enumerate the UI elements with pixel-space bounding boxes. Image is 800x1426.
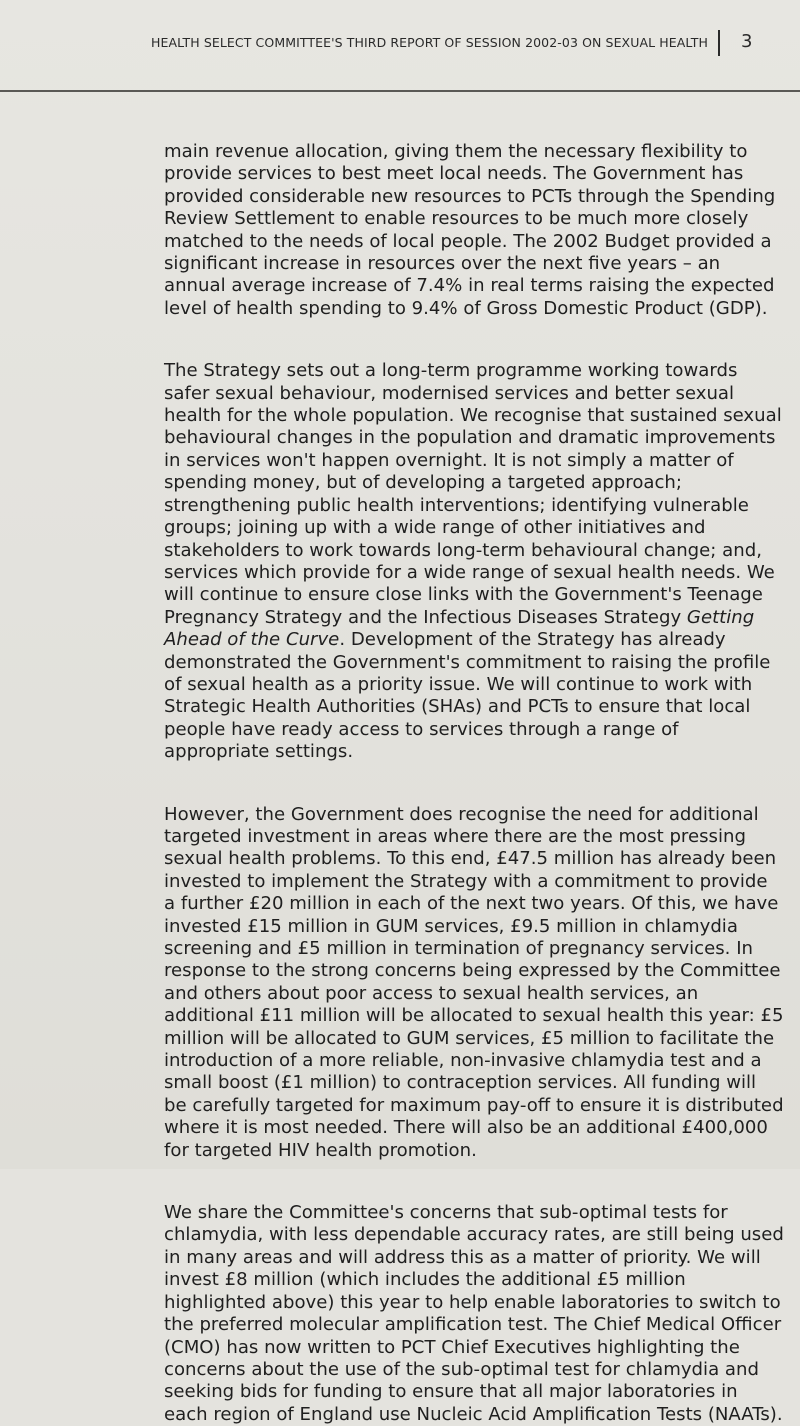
- body-text: [164, 141, 784, 1426]
- paragraph-targeted-investment: However, the Government does recognise the need for additional targeted investment in areas where there are the most pressing sexual health problems. To this end, £47.5 million has already been invested to implement the Strategy with a commitment to provide a further £20 million in each of the next two years. Of this, we have invested £15 million in GUM services, £9.5 million in chlamydia screening and £5 million in termination of pregnancy services. In response to the strong concerns being expressed by the Committee and others about poor access to sexual health services, an additional £11 million will be allocated to sexual health this year: £5 million will be allocated to GUM services, £5 million to facilitate the introduction of a more reliable, non-invasive chlamydia test and a small boost (£1 million) to contraception services. All funding will be carefully targeted for maximum pay-off to ensure it is distributed where it is most needed. There will also be an additional £400,000 for targeted HIV health promotion.: [164, 803, 784, 1161]
- page-header: [0, 30, 800, 58]
- paragraph-chlamydia-tests: We share the Committee's concerns that sub-optimal tests for chlamydia, with less dependable accuracy rates, are still being used in many areas and will address this as a matter of priority. We will invest £8 million (which includes the additional £5 million highlighted above) this year to help enable laboratories to switch to the preferred molecular amplification test. The Chief Medical Officer (CMO) has now written to PCT Chief Executives highlighting the concerns about the use of the sub-optimal test for chlamydia and seeking bids for funding to ensure that all major laboratories in each region of England use Nucleic Acid Amplification Tests (NAATs).: [164, 1202, 784, 1425]
- header-divider: [718, 30, 720, 56]
- running-head: HEALTH SELECT COMMITTEE'S THIRD REPORT OF SESSION 2002-03 ON SEXUAL HEALTH: [151, 35, 708, 50]
- page-number: 3: [741, 31, 753, 52]
- header-rule: [0, 90, 800, 92]
- paragraph-strategy-text-before: The Strategy sets out a long-term programme working towards safer sexual behaviour, modernised services and better sexual health for the whole population. We recognise that sustained sexual behavioural changes in the population and dramatic improvements in services won't happen overnight. It is not simply a matter of spending money, but of developing a targeted approach; strengthening public health interventions; identifying vulnerable groups; joining up with a wide range of other initiatives and stakeholders to work towards long-term behavioural change; and, services which provide for a wide range of sexual health needs. We will continue to ensure close links with the Government's Teenage Pregnancy Strategy and the Infectious Diseases Strategy: [164, 360, 782, 628]
- strategy-title-italic: Getting Ahead of the Curve: [164, 606, 755, 651]
- paragraph-funding-allocation: main revenue allocation, giving them the necessary flexibility to provide services to best meet local needs. The Government has provided considerable new resources to PCTs through the Spending Review Settlement to enable resources to be much more closely matched to the needs of local people. The 2002 Budget provided a significant increase in resources over the next five years – an annual average increase of 7.4% in real terms raising the expected level of health spending to 9.4% of Gross Domestic Product (GDP).: [164, 141, 776, 319]
- paragraph-strategy-text-after: . Development of the Strategy has already demonstrated the Government's commitment to raising the profile of sexual health as a priority issue. We will continue to work with Strategic Health Authorities (SHAs) and PCTs to ensure that local people have ready access to services through a range of appropriate settings.: [164, 629, 771, 763]
- paragraph-strategy-programme: [164, 360, 784, 763]
